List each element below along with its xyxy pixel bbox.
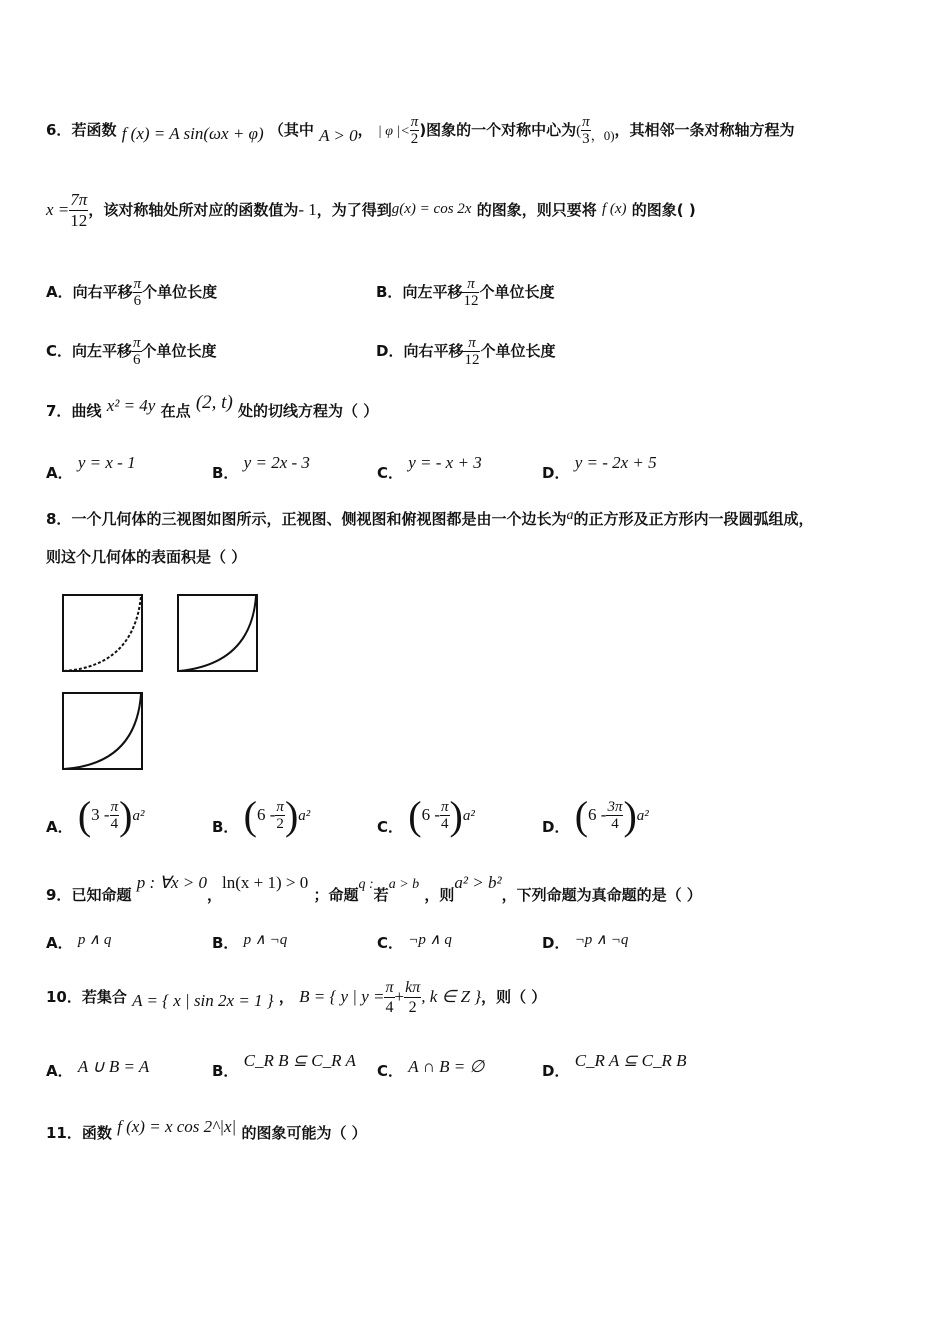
option-text: 个单位长度: [479, 283, 555, 301]
q6-text-1: 若函数: [71, 121, 117, 139]
option-formula: p ∧ q: [77, 932, 112, 948]
option-formula: C_R B ⊆ C_R A: [243, 1051, 356, 1070]
option-paren-right: ): [119, 793, 133, 838]
q6-line1: [46, 114, 795, 147]
q7-option-c[interactable]: [377, 452, 482, 482]
option-label: D．: [542, 818, 570, 836]
option-formula: ¬p ∧ q: [408, 932, 452, 948]
q10-option-a[interactable]: [46, 1056, 150, 1080]
q6-center-open: (: [576, 123, 582, 139]
option-formula: y = - 2x + 5: [574, 453, 657, 472]
q9-text-5: ，则: [424, 886, 455, 904]
option-label: A．: [46, 934, 73, 952]
q10-frac-kpi-2: $\frac{k\pi}{2}$: [405, 979, 421, 1016]
q6-frac-pi-3: $\frac{\pi}{3}$: [582, 114, 590, 147]
option-label: C．: [377, 1062, 404, 1080]
q6-formula-phi: | φ |<: [377, 124, 410, 139]
q6-formula-f: f (x) = A sin(ωx + φ): [121, 124, 264, 143]
option-formula: a²: [298, 808, 311, 824]
q9-prop-q: q :: [358, 877, 374, 892]
q10-set-b: B = { y | y =: [299, 987, 385, 1006]
option-label: A．: [46, 464, 73, 482]
q6-formula-fx: f (x): [601, 201, 627, 217]
q7-option-b[interactable]: [212, 452, 310, 482]
q10-frac-pi-4: $\frac{\pi}{4}$: [385, 979, 394, 1016]
option-text: 向右平移: [72, 283, 133, 301]
option-label: B．: [212, 1062, 239, 1080]
q6-formula-g: g(x) = cos 2x: [391, 201, 472, 217]
option-label: B．: [212, 464, 239, 482]
option-formula: y = - x + 3: [408, 453, 482, 472]
option-formula: y = x - 1: [77, 453, 136, 472]
q8-side-a: a: [566, 508, 574, 523]
q7-text-2: 在点: [160, 402, 191, 420]
q9-ln: ln(x + 1) > 0: [222, 873, 309, 892]
q10-plus: +: [394, 987, 405, 1006]
option-paren-right: ): [284, 793, 299, 838]
front-view-hidden-arc: [64, 596, 141, 671]
q11-line: [46, 1116, 367, 1142]
q10-text-1: 若集合: [81, 988, 127, 1006]
option-text: 3 -: [91, 805, 110, 824]
q6-text-7: ，为了得到: [316, 201, 392, 219]
option-label: B．: [212, 818, 239, 836]
q8-option-a[interactable]: [46, 792, 144, 839]
q11-formula: f (x) = x cos 2^|x|: [117, 1117, 237, 1136]
q9-cond: a > b: [388, 877, 420, 892]
q6-line2: [46, 190, 696, 231]
q10-line: [46, 978, 546, 1017]
option-label: C．: [377, 934, 404, 952]
q8-option-b[interactable]: [212, 792, 310, 839]
option-label: B．: [212, 934, 239, 952]
option-text: 向左平移: [72, 342, 133, 360]
q6-text-4: )图象的一个对称中心为: [419, 121, 577, 139]
q9-option-a[interactable]: [46, 928, 112, 952]
option-formula: a²: [462, 808, 475, 824]
q9-text-2: ，: [207, 886, 223, 904]
option-fraction: $\frac{\pi}{4}$: [441, 799, 449, 832]
q6-formula-a: A > 0: [319, 126, 358, 145]
q9-option-c[interactable]: [377, 928, 452, 952]
option-fraction: $\frac{\pi}{12}$: [463, 276, 479, 309]
q6-frac-pi-2: $\frac{\pi}{2}$: [410, 114, 419, 147]
q6-option-d[interactable]: [376, 335, 555, 368]
option-label: D．: [376, 342, 404, 360]
q9-option-b[interactable]: [212, 928, 288, 952]
q9-text-6: ，下列命题为真命题的是（ ）: [501, 886, 702, 904]
q6-text-3: ，: [357, 121, 373, 139]
q7-text-1: 曲线: [71, 402, 102, 420]
q7-option-a[interactable]: [46, 452, 136, 482]
q8-text-1: 一个几何体的三视图如图所示，正视图、侧视图和俯视图都是由一个边长为: [71, 510, 567, 528]
option-formula: y = 2x - 3: [243, 453, 310, 472]
top-view-figure: [62, 692, 146, 772]
q6-text-9: 的图象( ): [631, 201, 696, 219]
q6-option-b[interactable]: [376, 276, 554, 309]
option-formula: A ∪ B = A: [77, 1057, 150, 1076]
option-fraction: $\frac{\pi}{6}$: [133, 276, 142, 309]
option-fraction: $\frac{3\pi}{4}$: [607, 799, 623, 832]
q7-point: (2, t): [195, 392, 233, 413]
q7-option-d[interactable]: [542, 452, 657, 482]
q9-text-1: 已知命题: [71, 886, 132, 904]
q8-line2: [46, 546, 246, 567]
option-label: A．: [46, 818, 73, 836]
option-fraction: $\frac{\pi}{6}$: [133, 335, 141, 368]
option-paren-left: (: [77, 793, 92, 838]
option-text: 6 -: [588, 805, 607, 824]
q11-text-2: 的图象可能为（ ）: [241, 1124, 367, 1142]
q10-option-c[interactable]: [377, 1056, 485, 1080]
option-fraction: $\frac{\pi}{4}$: [110, 799, 119, 832]
option-formula: a²: [132, 808, 145, 824]
q9-text-3: ；命题: [313, 886, 359, 904]
side-view-arc: [179, 596, 256, 671]
q10-text-3: ，则（ ）: [481, 988, 547, 1006]
q6-frac-7pi-12: $\frac{7\pi}{12}$: [70, 190, 88, 230]
q9-prop-p: p : ∀x > 0: [136, 873, 207, 892]
q9-concl: a² > b²: [454, 873, 502, 892]
option-label: D．: [542, 464, 570, 482]
option-fraction: $\frac{\pi}{2}$: [276, 799, 284, 832]
option-text: 向右平移: [403, 342, 464, 360]
front-view-figure: [62, 594, 146, 674]
q8-option-d[interactable]: [542, 792, 649, 839]
q6-value: - 1: [298, 200, 317, 219]
option-paren-left: (: [243, 793, 257, 838]
q8-option-c[interactable]: [377, 792, 475, 839]
option-label: D．: [542, 1062, 570, 1080]
option-formula: p ∧ ¬q: [243, 932, 288, 948]
option-label: A．: [46, 1062, 73, 1080]
q10-set-a: A = { x | sin 2x = 1 }: [132, 991, 274, 1010]
q9-text-4: 若: [373, 886, 389, 904]
option-label: B．: [376, 283, 403, 301]
option-label: C．: [377, 818, 404, 836]
option-text: 个单位长度: [480, 342, 556, 360]
q6-number: 6．: [46, 121, 72, 139]
q6-text-8: 的图象，则只要将: [476, 201, 597, 219]
top-view-arc: [64, 694, 141, 769]
option-formula: ¬p ∧ ¬q: [574, 932, 629, 948]
q10-set-b-end: , k ∈ Z }: [421, 987, 482, 1006]
q6-option-a[interactable]: [46, 276, 217, 309]
option-text: 个单位长度: [141, 342, 217, 360]
q6-option-c[interactable]: [46, 335, 217, 368]
top-view-square: [63, 693, 142, 769]
option-fraction: $\frac{\pi}{12}$: [464, 335, 480, 368]
q7-line: [46, 392, 379, 422]
q9-option-d[interactable]: [542, 928, 629, 952]
option-paren-right: ): [623, 793, 637, 838]
side-view-figure: [177, 594, 261, 674]
option-paren-left: (: [574, 793, 589, 838]
q10-number: 10．: [46, 988, 82, 1006]
option-paren-left: (: [408, 793, 422, 838]
option-text: 个单位长度: [142, 283, 218, 301]
q6-text-5: ，其相邻一条对称轴方程为: [614, 121, 795, 139]
q11-number: 11．: [46, 1124, 82, 1142]
option-formula: A ∩ B = ∅: [408, 1057, 485, 1076]
q7-number: 7．: [46, 402, 72, 420]
option-formula: a²: [636, 808, 649, 824]
option-label: C．: [46, 342, 73, 360]
option-text: 向左平移: [402, 283, 463, 301]
q10-text-2: ，: [278, 988, 294, 1006]
q11-text-1: 函数: [81, 1124, 112, 1142]
q8-text-2: 的正方形及正方形内一段圆弧组成，: [573, 510, 814, 528]
q8-line1: [46, 508, 813, 529]
q9-line: [46, 872, 702, 904]
q6-text-2: （其中: [268, 121, 314, 139]
q9-number: 9．: [46, 886, 72, 904]
q8-text-3: 则这个几何体的表面积是（ ）: [46, 548, 247, 566]
q7-curve: x² = 4y: [106, 396, 156, 415]
option-text: 6 -: [421, 805, 440, 824]
q6-center-close: ，0): [590, 128, 615, 143]
option-label: A．: [46, 283, 73, 301]
option-paren-right: ): [449, 793, 463, 838]
q6-text-6: ，该对称轴处所对应的函数值为: [88, 201, 299, 219]
q10-option-d[interactable]: [542, 1050, 687, 1080]
q8-number: 8．: [46, 510, 72, 528]
q10-option-b[interactable]: [212, 1050, 356, 1080]
q6-axis-eq: x =: [46, 200, 70, 219]
option-formula: C_R A ⊆ C_R B: [574, 1051, 687, 1070]
option-text: 6 -: [257, 805, 276, 824]
option-label: C．: [377, 464, 404, 482]
option-label: D．: [542, 934, 570, 952]
q7-text-3: 处的切线方程为（ ）: [238, 402, 379, 420]
